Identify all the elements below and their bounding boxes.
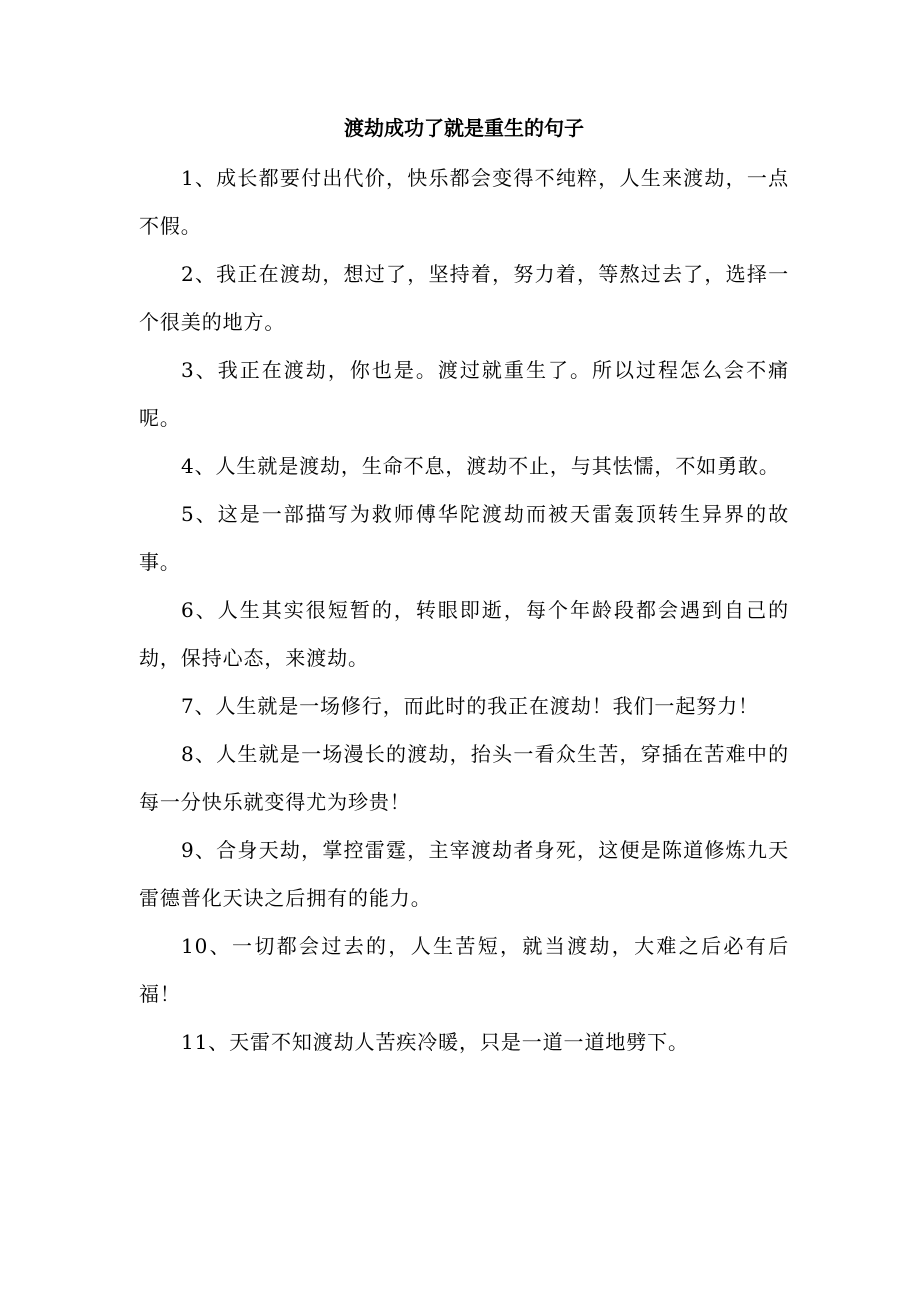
paragraph-3: 3、我正在渡劫，你也是。渡过就重生了。所以过程怎么会不痛呢。 bbox=[139, 358, 789, 430]
paragraph-9: 9、合身天劫，掌控雷霆，主宰渡劫者身死，这便是陈道修炼九天雷德普化天诀之后拥有的能力。 bbox=[139, 838, 789, 910]
paragraph-10: 10、一切都会过去的，人生苦短，就当渡劫，大难之后必有后福！ bbox=[139, 934, 789, 1006]
document-title: 渡劫成功了就是重生的句子 bbox=[344, 116, 584, 140]
paragraph-7: 7、人生就是一场修行，而此时的我正在渡劫！我们一起努力！ bbox=[181, 694, 759, 718]
paragraph-1: 1、成长都要付出代价，快乐都会变得不纯粹，人生来渡劫，一点不假。 bbox=[139, 166, 789, 238]
paragraph-4: 4、人生就是渡劫，生命不息，渡劫不止，与其怯懦，不如勇敢。 bbox=[181, 454, 780, 478]
paragraph-6: 6、人生其实很短暂的，转眼即逝，每个年龄段都会遇到自己的劫，保持心态，来渡劫。 bbox=[139, 598, 789, 670]
paragraph-11: 11、天雷不知渡劫人苦疾冷暖，只是一道一道地劈下。 bbox=[181, 1030, 689, 1054]
document-body bbox=[139, 112, 789, 1066]
paragraph-5: 5、这是一部描写为救师傅华陀渡劫而被天雷轰顶转生异界的故事。 bbox=[139, 502, 789, 574]
paragraph-2: 2、我正在渡劫，想过了，坚持着，努力着，等熬过去了，选择一个很美的地方。 bbox=[139, 262, 789, 334]
paragraph-8: 8、人生就是一场漫长的渡劫，抬头一看众生苦，穿插在苦难中的每一分快乐就变得尤为珍贵！ bbox=[139, 742, 789, 814]
